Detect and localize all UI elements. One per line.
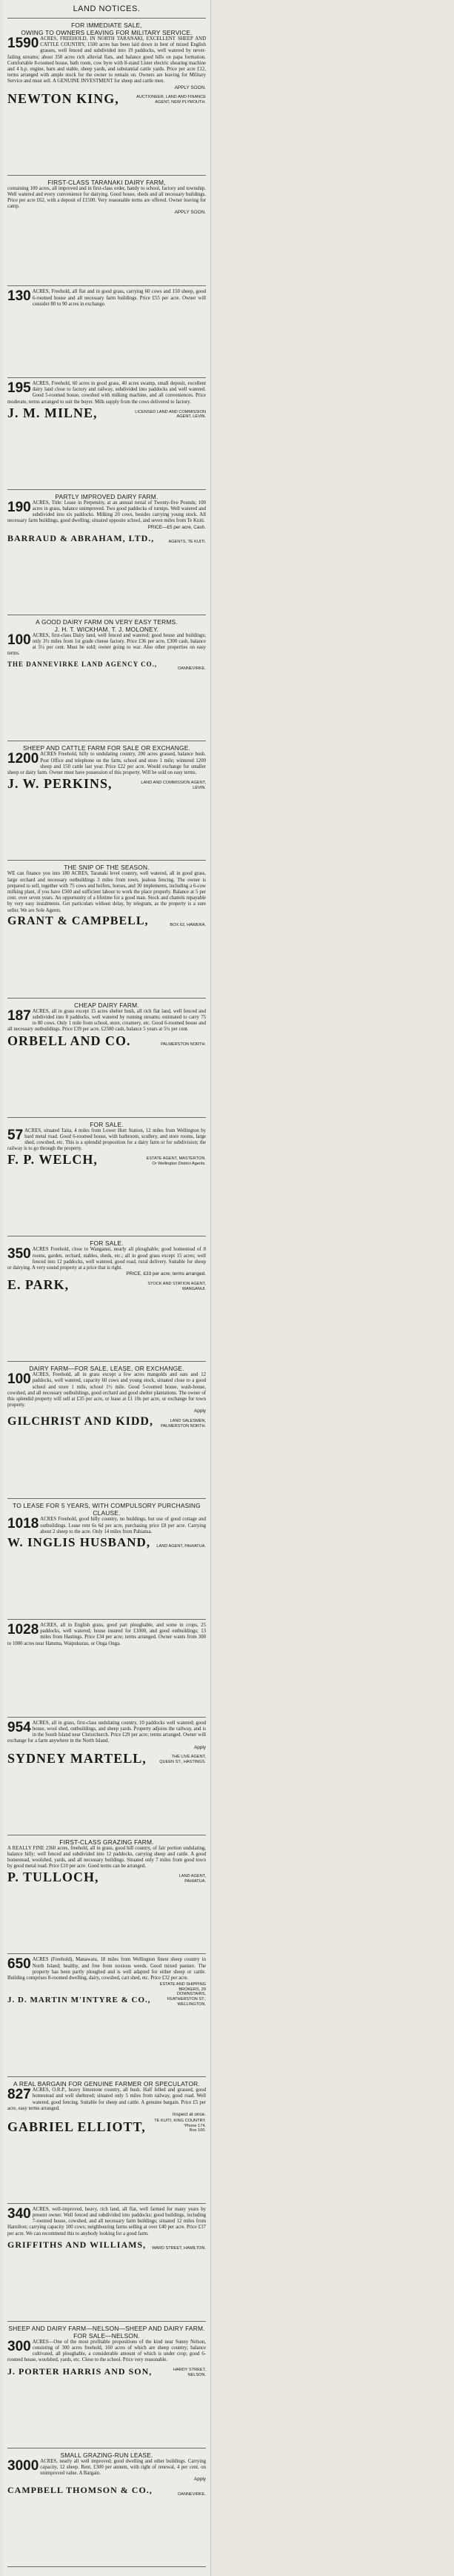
agent-note: ESTATE AND SHIPPING BROKERS, 29 DOWNSTAIRS, FEATHERSTON ST., WELLINGTON. [159,1982,206,2007]
ad-text: ACRES, nearly all well improved; good dwelling and other buildings. Carrying capacity, 12 sheep. Rent, £300 per annum, with right of renewal, 4 per cent. on unimproved value. A Bargain. [40,2458,206,2477]
ad-body [7,2340,206,2364]
agent-note: AGENTS, TE KUITI. [168,540,206,545]
agent-note: TE KUITI, KING COUNTRY. 'Phone 174. Box 100. [154,2119,206,2133]
agent-row [7,1153,206,1166]
ad-divider [7,2321,206,2322]
ad-acreage: 1028 [7,1621,39,1638]
ad-heading: SMALL GRAZING-RUN LEASE. [60,2451,153,2459]
agent-row [7,2119,206,2133]
ad-heading: FOR IMMEDIATE SALE, [71,21,142,29]
ad-divider [7,285,206,286]
ad-heading: SHEEP AND DAIRY FARM—NELSON—SHEEP AND DAIRY FARM. [8,2324,205,2332]
agent-note: HARDY STREET, NELSON. [173,2368,206,2378]
agent-name: J. M. MILNE, [7,405,98,420]
agent-note: PALMERSTON NORTH. [161,1042,206,1047]
ad-divider [7,175,206,176]
ad-heading: TO LEASE FOR 5 YEARS, WITH COMPULSORY PURCHASING CLAUSE. [13,1502,201,1517]
agent-note: LAND AGENT, PAHIATUA. [156,1544,206,1549]
ad-heading: FIRST-CLASS TARANAKI DAIRY FARM, [47,178,166,186]
ad-heading: PARTLY IMPROVED DAIRY FARM. [55,492,158,500]
agent-note: DANNEVIRKE. [178,666,206,671]
agent-note: DANNEVIRKE. [178,2491,206,2497]
ad-text: ACRES, first-class Dairy land, well fenced and watered; good house and buildings; only 3½ miles from 1st grade cheese factory. Price £36 per acre, £300 cash, balance at 5½ per cent. Must be sold; owner going to war. Also other properties on easy terms. [7,632,206,657]
ad-divider [7,1498,206,1499]
ad-divider [7,2076,206,2077]
ad-block [3,1000,210,1116]
ad-text: containing 100 acres, all improved and in first-class order, handy to school, factory and township. Well watered and every convenience for dairying. Good house, sheds and all necessary buildings. Price per acre £62, with a deposit of £1500. Very reasonable terms are offered. Owner leaving for camp. [7,185,206,210]
ad-body [7,500,206,525]
agent-name: NEWTON KING, [7,90,119,106]
ad-divider [7,1619,206,1620]
ad-apply: APPLY SOON. [174,85,206,90]
ad-body [7,633,206,658]
ad-heading: FOR SALE. [90,1120,124,1128]
ad-divider [7,1953,206,1954]
land-notices-column [3,0,211,2576]
ad-block [3,20,210,173]
ad-heading: FIRST-CLASS GRAZING FARM. [59,1838,154,1846]
agent-name: CAMPBELL THOMSON & CO., [7,2485,153,2496]
agent-note: LAND AND COMMISSION AGENT, LEVIN. [141,781,206,790]
ads-list [3,20,210,2567]
ad-block [3,1621,210,1715]
ad-block [3,1719,210,1833]
agent-name: GRANT & CAMPBELL, [7,914,149,927]
ad-subheading: FOR SALE—NELSON. [73,2331,140,2340]
agent-row [7,1415,206,1428]
ad-block [3,1363,210,1497]
ad-heading: A REAL BARGAIN FOR GENUINE FARMER OR SPECULATOR. [13,2080,200,2088]
ad-acreage: 954 [7,1719,31,1735]
ad-text: ACRES, Title: Lease in Perpetuity, at an annual rental of Twenty-five Pounds; 100 acres in grass, balance unimproved. Two good paddocks of turnips. Well watered and subdivided into six paddocks. Milking 20 cows, besides carrying young stock. All necessary farm buildings, good dwelling; situated opposite school, and seven miles from Te Kuiti. [7,500,206,524]
agent-note: LAND SALESMEN, PALMERSTON NORTH. [161,1419,206,1428]
ad-body [7,36,206,85]
ad-apply: Apply [194,1408,206,1414]
agent-name: GILCHRIST AND KIDD, [7,1415,153,1428]
ad-body [7,1517,206,1535]
ad-divider [7,2203,206,2204]
agent-name: GRIFFITHS AND WILLIAMS, [7,2239,147,2250]
ad-subheading: J. H. T. WICKHAM. T. J. MOLONEY. [54,625,159,633]
ad-block [3,380,210,488]
ad-acreage: 130 [7,288,31,305]
ad-body [7,871,206,913]
agent-row [7,406,206,420]
ad-block [3,1837,210,1953]
ad-text: ACRES Freehold, good hilly country, no buildings, but use of good cottage and outbuildings. Lease rent 6s 6d per acre, purchasing price £8 per acre. Carrying about 2 sheep to the acre. Only 14 miles from Pahiatua. [40,1517,206,1534]
ad-body [7,186,206,211]
ad-body [7,1247,206,1271]
agent-row [7,92,206,105]
agent-name: ORBELL AND CO. [7,1033,131,1048]
agent-row [7,658,206,671]
agent-row [7,1536,206,1549]
ad-heading: A GOOD DAIRY FARM ON VERY EASY TERMS. [36,617,178,626]
agent-name: GABRIEL ELLIOTT, [7,2119,146,2134]
ad-acreage: 350 [7,1246,31,1262]
ad-text: ACRES, all in grass except 15 acres shelter bush, all rich flat land, well fenced and subdivided into 8 paddocks, well watered by running streams; estimated to carry 75 to 80 cows. Only 1 mile from school, store, creamery, etc. Good 6-roomed house and all necessary outbuildings. Price £39 per acre, £2500 cash, balance 5 years at 5¼ per cent. [7,1008,206,1033]
agent-name: SYDNEY MARTELL, [7,1750,147,1766]
section-rule [7,18,206,19]
agent-row [7,1752,206,1765]
ad-text: ACRES, Freehold, all in grass except a few acres mangolds and oats and 12 paddocks, well watered, capacity 60 cows and young stock, situated close to a good school and store 1 mile, school 1½ mile. Good 5-roomed house, wash-house, cowshed, and all necessary outbuildings, good orchard and good shelter plantations. The owner of this splendid property will sell at £35 per acre, or lease at £1 10s per acre, or exchange for town property. [7,1372,206,1408]
ad-block [3,1119,210,1235]
ad-acreage: 195 [7,380,31,397]
ad-apply: PRICE, £33 per acre; terms arranged. [126,1271,206,1277]
ad-divider [7,377,206,378]
agent-note: STOCK AND STATION AGENT, WANGANUI. [147,1281,206,1291]
ad-text: A REALLY FINE 2360 acres, freehold, all in grass, good hill country, of fair portion undulating, balance hilly; well fenced and subdivided into 12 paddocks, carrying sheep and cattle. A good homestead, woolshed, yards, and all necessary buildings. Situated only 7 miles from good town by good metal road. Price £10 per acre. Good terms can be arranged. [7,1845,206,1870]
ad-acreage: 100 [7,632,31,648]
ad-divider [7,2566,206,2567]
ad-acreage: 190 [7,499,31,515]
ad-block [3,2323,210,2446]
ad-block [3,2205,210,2320]
ad-body [7,1623,206,1647]
ad-acreage: 300 [7,2338,31,2354]
agent-name: J. PORTER HARRIS AND SON, [7,2365,153,2377]
ad-block [3,1500,210,1618]
ad-block [3,177,210,285]
ad-heading: DAIRY FARM—FOR SALE, LEASE, OR EXCHANGE. [29,1365,184,1373]
ad-apply: APPLY SOON. [174,210,206,216]
agent-row [7,1982,206,2007]
agent-row [7,1278,206,1291]
ad-body [7,2459,206,2477]
ad-divider [7,860,206,861]
ad-block [3,2450,210,2566]
ad-text: ACRES, O.R.P., heavy limestone country, all bush. Half felled and grassed, good homestead and well sheltered; situated only 5 miles from railway, good road. Well watered, good fencing. Suitable for sheep and cattle. A genuine bargain. Price £5 per acre, easy terms arranged. [7,2087,206,2111]
ad-heading: THE SNIP OF THE SEASON. [64,864,150,872]
ad-divider [7,1717,206,1718]
ad-acreage: 1590 [7,36,39,51]
agent-note: LAND AGENT, PAHIATUA. [178,1874,206,1884]
ad-text: ACRES Freehold, close to Wanganui, nearly all ploughable; good homestead of 8 rooms, garden, orchard, stables, sheds, etc.; all in good grass except 15 acres; well fenced into 12 paddocks, well watered, good road, rural delivery. Suitable for sheep or dairying. A very sound property at a price that is right. [7,1247,206,1271]
ad-acreage: 1200 [7,751,39,767]
ad-divider [7,1361,206,1362]
ad-text: ACRES, all in English grass, good part ploughable, and some in crops, 25 paddocks, well watered; house insured for £1000, and good outbuildings; 13 miles from Hastings. Price £34 per acre; terms arranged. Owner wants from 300 to 1000 acres near Hatuma, Waipukurau, or Onga Onga. [7,1622,206,1646]
ad-text: WE can finance you into 180 ACRES, Taranaki level country, well watered, all in good grass, large orchard and necessary outbuildings 3 miles from town, jealous fencing. The owner is prepared to sell, together with 75 cows and heifers, horses, and 30 implements, including a 6-cow milking plant, if you have £500 and sufficient labour to work the place properly. Balance at 5 per cent. over seven years. An opportunity of a lifetime for a good man. Stock and chattels repayable by very easy instalments. Get particulars without delay, by telegram, as the property is a sure seller. We are Sole Agents. [7,871,206,913]
agent-name: THE DANNEVIRKE LAND AGENCY CO., [7,660,158,669]
agent-name: E. PARK, [7,1277,70,1293]
ad-heading: SHEEP AND CATTLE FARM FOR SALE OR EXCHANGE. [22,744,191,752]
ad-heading: CHEAP DAIRY FARM. [74,1001,139,1009]
ad-text: ACRES, Freehold, 60 acres in good grass, 40 acres swamp, small deposit, excellent dairy land close to factory and railway, subdivided into paddocks and well watered. Good 5-roomed house, cowshed with milking machine, and all conveniences. Price moderate, terms arranged to suit the buyer. Milk supply from the cows delivered to factory. [7,381,206,405]
ad-body [7,1846,206,1870]
ad-body [7,1721,206,1745]
agent-name: W. INGLIS HUSBAND, [7,1534,151,1549]
agent-row [7,777,206,790]
agent-note: AUCTIONEER, LAND AND FINANCE AGENT, NEW PLYMOUTH. [136,95,206,105]
ad-apply: Apply [194,1744,206,1750]
ad-body [7,289,206,308]
agent-name: J. D. MARTIN M'INTYRE & CO., [7,1996,151,2005]
ad-text: ACRES Freehold, hilly to undulating country, 200 acres grassed, balance bush. Post Office and telephone on the farm, school and store 1 mile; wintered 1200 sheep and 150 cattle last year. Price £22 per acre. Would exchange for smaller sheep or dairy farm. Owner must have possession of this property. Will be sold on easy terms. [7,752,206,776]
ad-acreage: 1018 [7,1516,39,1532]
agent-row [7,532,206,545]
agent-name: P. TULLOCH, [7,1870,99,1885]
ad-block [3,743,210,858]
ad-block [3,2079,210,2202]
agent-row [7,915,206,928]
agent-note: LICENSED LAND AND COMMISSION AGENT, LEVIN. [135,409,206,420]
ad-apply: PRICE—£5 per acre, Cash. [147,524,206,530]
ad-text: ACRES—One of the most profitable propositions of the kind near Sunny Nelson, consisting of 300 acres freehold, 160 acres of which are sheep country; balance cultivated, all ploughable, a considerable amount of which is under crop; good 6-roomed house, woolshed, yards, etc. Close to the school. Price very reasonable. [7,2339,206,2363]
agent-note: BOX 62, HAWERA. [170,923,206,928]
ad-body [7,1009,206,1033]
ad-acreage: 187 [7,1007,31,1024]
ad-block [3,862,210,996]
ad-block [3,1238,210,1360]
agent-name: BARRAUD & ABRAHAM, LTD., [7,532,155,543]
ad-body [7,381,206,405]
agent-name: F. P. WELCH, [7,1152,98,1168]
ad-acreage: 100 [7,1371,31,1388]
ad-body [7,2207,206,2237]
agent-note: THE LIVE AGENT, QUEEN ST., HASTINGS. [159,1755,206,1765]
ad-divider [7,998,206,999]
ad-body [7,752,206,776]
ad-acreage: 340 [7,2205,31,2222]
agent-note: WARD STREET, HAMILTON. [152,2246,206,2251]
ad-text: ACRES, all in grass, first-class undulating country, 10 paddocks well watered; good house, wool shed, outbuildings, and sheep yards. Property adjoins the railway, and is in the South Island near Christchurch. Price £29 per acre; terms arranged. Owner will exchange for a farm anywhere in the North Island. [7,1720,206,1744]
ad-apply: Inspect at once. [172,2112,206,2118]
ad-block [3,491,210,613]
ad-acreage: 57 [7,1127,24,1143]
agent-row [7,1034,206,1047]
ad-body [7,1957,206,1981]
ad-divider [7,1117,206,1118]
ad-acreage: 827 [7,2087,31,2103]
agent-name: J. W. PERKINS, [7,776,113,792]
ad-body [7,2087,206,2112]
ad-text: ACRES, Freehold, all flat and in good grass, carrying 60 cows and 150 sheep, good 6-roomed house and all necessary farm buildings. Price £55 per acre. Owner will consider 80 to 90 acres in exchange. [32,289,206,307]
agent-row [7,1870,206,1884]
agent-row [7,2483,206,2497]
ad-block [3,1956,210,2075]
ad-acreage: 3000 [7,2457,39,2474]
ad-acreage: 650 [7,1956,31,1973]
ad-block [3,288,210,376]
ad-divider [7,489,206,490]
agent-row [7,2365,206,2378]
ad-body [7,1372,206,1408]
ad-text: ACRES (Freehold), Manawatu, 18 miles from Wellington finest sheep country in North Island; healthy, and free from noxious weeds. Good mixed pasture. The property has been partly ploughed and is well adapted for either sheep or cattle. Building comprises 8-roomed dwelling, dairy, cowshed, cart shed, etc. Price £32 per acre. [7,1957,206,1981]
ad-text: ACRES, situated Taita, 4 miles from Lower Hutt Station, 12 miles from Wellington by hard metal road. Good 6-roomed house, with bathroom, scullery, and store rooms, large shed, cowshed, etc. This is a splendid proposition for a dairy farm or for subdivision; the railway is to go through the property. [7,1128,206,1152]
ad-text: ACRES, FREEHOLD, IN NORTH TARANAKI, EXCELLENT SHEEP AND CATTLE COUNTRY, 1500 acres has been laid down in best of mixed English grasses, well fenced and subdivided into 19 paddocks, well watered by never-failing streams; about 350 acres rich alluvial flats, and balance good hills on papa formation. Comfortable 8-roomed house, bath room, cow byre with 8-stand Lister electric shearing machine and 4 h.p. engine, barn and stable, sheep yards, and substantial cattle yards. Price per acre £12, terms arranged with ample stock for the owner to remain on. Owners are leaving for Military Service and must sell. A GENUINE INVESTMENT for sheep and cattle men. [7,36,206,85]
ad-apply: Apply [194,2477,206,2483]
section-title: LAND NOTICES. [73,4,141,13]
ad-body [7,1128,206,1153]
agent-row [7,2238,206,2251]
ad-text: ACRES, well-improved, heavy, rich land, all flat, well farmed for many years by present owner. Well fenced and subdivided into paddocks; good buildings, including 7-roomed house, cowshed, and all necessary farm buildings; situated 12 miles from Hamilton; carrying capacity 100 cows; neighbouring farms selling at over £40 per acre. Price £37 per acre. We can recommend this to anybody looking for a good farm. [7,2206,206,2236]
ad-subheading: OWING TO OWNERS LEAVING FOR MILITARY SERVICE. [21,29,193,36]
ad-block [3,617,210,740]
agent-note: ESTATE AGENT, MASTERTON. Or Wellington District Agents. [146,1156,206,1166]
ad-heading: FOR SALE. [90,1239,124,1248]
